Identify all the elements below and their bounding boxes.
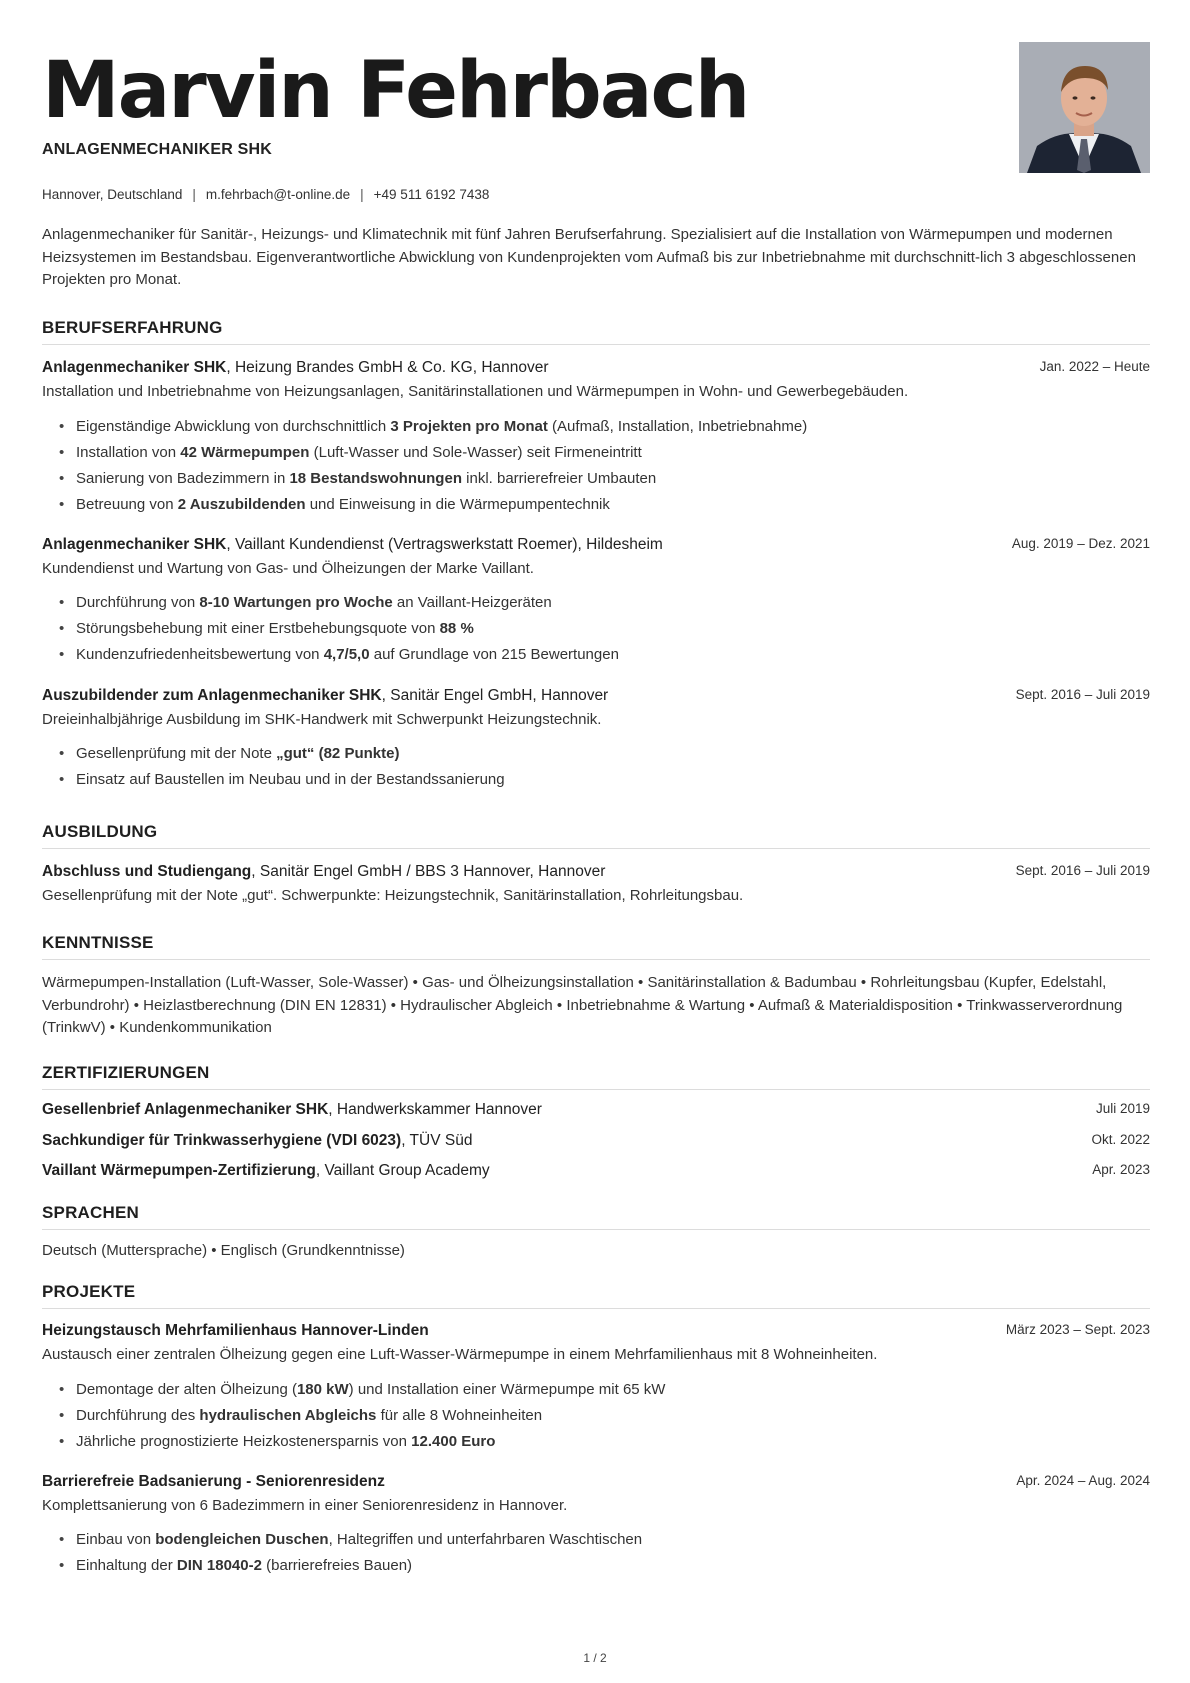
entry-heading [42, 862, 1150, 882]
entry-date: Apr. 2024 – Aug. 2024 [1016, 1473, 1150, 1488]
bullet-item: • Einsatz auf Baustellen im Neubau und in der Bestandssanierung [76, 771, 505, 788]
contact-email[interactable]: m.fehrbach@t-online.de [205, 187, 351, 202]
experience-entry [42, 686, 1150, 788]
cert-issuer: , Handwerkskammer Hannover [328, 1101, 542, 1118]
section-certifications [42, 1063, 1150, 1090]
job-title: ANLAGENMECHANIKER SHK [42, 141, 272, 158]
contact-phone[interactable]: +49 511 6192 7438 [373, 187, 490, 202]
cert-issuer: , Vaillant Group Academy [315, 1162, 490, 1179]
bullet-item: • Gesellenprüfung mit der Note „gut“ (82 Punkte) [76, 745, 399, 762]
entry-date: Jan. 2022 – Heute [1039, 359, 1150, 374]
bullet-item: • Durchführung von 8-10 Wartungen pro Woche an Vaillant-Heizgeräten [76, 594, 552, 611]
page-number: 1 / 2 [583, 1651, 607, 1665]
section-title: PROJEKTE [42, 1282, 1150, 1309]
project-title: Heizungstausch Mehrfamilienhaus Hannover-Linden [42, 1322, 429, 1339]
section-projects [42, 1282, 1150, 1309]
entry-description: Kundendienst und Wartung von Gas- und Ölheizungen der Marke Vaillant. [42, 560, 534, 577]
entry-date: Sept. 2016 – Juli 2019 [1015, 687, 1150, 702]
certification-entry [42, 1100, 1150, 1120]
bullet-item: • Demontage der alten Ölheizung (180 kW) und Installation einer Wärmepumpe mit 65 kW [76, 1381, 665, 1398]
project-entry [42, 1321, 1150, 1450]
entry-role: Auszubildender zum Anlagenmechaniker SHK [42, 687, 382, 704]
cert-date: Juli 2019 [1095, 1101, 1150, 1116]
cert-date: Okt. 2022 [1091, 1132, 1150, 1147]
entry-org: , Heizung Brandes GmbH & Co. KG, Hannover [226, 359, 549, 376]
skills-list: Wärmepumpen-Installation (Luft-Wasser, Sole-Wasser) • Gas- und Ölheizungsinstallation • Sanitärinstallation & Badumbau • Rohrleitungsbau (Kupfer, Edelstahl, Verbundrohr) • Heizlastberechnung (DIN EN 12831) • Hydraulischer Abgleich • Inbetriebnahme & Wartung • Aufmaß & Materialdisposition • Trinkwasserverordnung (TrinkwV) • Kundenkommunikation [42, 974, 1123, 1036]
experience-entry [42, 358, 1150, 513]
experience-entry [42, 535, 1150, 663]
cert-name: Vaillant Wärmepumpen-Zertifizierung [42, 1162, 316, 1179]
section-title: SPRACHEN [42, 1203, 1150, 1230]
entry-date: Sept. 2016 – Juli 2019 [1015, 863, 1150, 878]
profile-photo [1019, 42, 1150, 173]
contact-line [42, 187, 489, 202]
bullet-item: • Sanierung von Badezimmern in 18 Bestandswohnungen inkl. barrierefreier Umbauten [76, 470, 656, 487]
entry-org: , Sanitär Engel GmbH / BBS 3 Hannover, Hannover [251, 863, 606, 880]
languages-list: Deutsch (Muttersprache) • Englisch (Grundkenntnisse) [42, 1242, 405, 1259]
entry-heading [42, 535, 1150, 555]
entry-description: Austausch einer zentralen Ölheizung gegen eine Luft-Wasser-Wärmepumpe in einem Mehrfamilienhaus mit 8 Wohneinheiten. [42, 1346, 878, 1363]
entry-role: Anlagenmechaniker SHK [42, 359, 227, 376]
cert-name: Sachkundiger für Trinkwasserhygiene (VDI 6023) [42, 1132, 402, 1149]
entry-role: Anlagenmechaniker SHK [42, 536, 227, 553]
section-skills [42, 933, 1150, 960]
entry-org: , Vaillant Kundendienst (Vertragswerkstatt Roemer), Hildesheim [226, 536, 663, 553]
education-entry [42, 862, 1150, 906]
section-title: ZERTIFIZIERUNGEN [42, 1063, 1150, 1090]
entry-heading [42, 1321, 1150, 1341]
entry-heading [42, 358, 1150, 378]
entry-description: Komplettsanierung von 6 Badezimmern in einer Seniorenresidenz in Hannover. [42, 1497, 568, 1514]
bullet-item: • Installation von 42 Wärmepumpen (Luft-Wasser und Sole-Wasser) seit Firmeneintritt [76, 444, 642, 461]
bullet-item: • Störungsbehebung mit einer Erstbehebungsquote von 88 % [76, 620, 474, 637]
bullet-item: • Durchführung des hydraulischen Abgleichs für alle 8 Wohneinheiten [76, 1407, 542, 1424]
certification-entry [42, 1131, 1150, 1151]
bullet-item: • Einhaltung der DIN 18040-2 (barrierefreies Bauen) [76, 1557, 412, 1574]
contact-separator: | [360, 187, 364, 202]
entry-heading [42, 686, 1150, 706]
project-entry [42, 1472, 1150, 1574]
section-title: KENNTNISSE [42, 933, 1150, 960]
cert-issuer: , TÜV Süd [401, 1132, 473, 1149]
cert-name: Gesellenbrief Anlagenmechaniker SHK [42, 1101, 329, 1118]
bullet-item: • Jährliche prognostizierte Heizkostenersparnis von 12.400 Euro [76, 1433, 495, 1450]
bullet-item: • Eigenständige Abwicklung von durchschnittlich 3 Projekten pro Monat (Aufmaß, Installation, Inbetriebnahme) [76, 418, 807, 435]
entry-date: März 2023 – Sept. 2023 [1005, 1322, 1150, 1337]
entry-description: Installation und Inbetriebnahme von Heizungsanlagen, Sanitärinstallationen und Wärmepumpen in Wohn- und Gewerbegebäuden. [42, 383, 909, 400]
entry-org: , Sanitär Engel GmbH, Hannover [381, 687, 609, 704]
bullet-item: • Betreuung von 2 Auszubildenden und Einweisung in die Wärmepumpentechnik [76, 496, 610, 513]
entry-description: Gesellenprüfung mit der Note „gut“. Schwerpunkte: Heizungstechnik, Sanitärinstallation, Rohrleitungsbau. [42, 887, 744, 904]
section-title: BERUFSERFAHRUNG [42, 318, 1150, 345]
section-experience [42, 318, 1150, 345]
entry-heading [42, 1472, 1150, 1492]
section-title: AUSBILDUNG [42, 822, 1150, 849]
project-title: Barrierefreie Badsanierung - Seniorenresidenz [42, 1473, 385, 1490]
certification-entry [42, 1161, 1150, 1181]
entry-date: Aug. 2019 – Dez. 2021 [1011, 536, 1150, 551]
contact-separator: | [192, 187, 196, 202]
entry-role: Abschluss und Studiengang [42, 863, 252, 880]
section-education [42, 822, 1150, 849]
cert-date: Apr. 2023 [1092, 1162, 1150, 1177]
portrait-image [1019, 42, 1150, 173]
entry-description: Dreieinhalbjährige Ausbildung im SHK-Handwerk mit Schwerpunkt Heizungstechnik. [42, 711, 602, 728]
candidate-name: Marvin Fehrbach [42, 46, 749, 136]
bullet-item: • Einbau von bodengleichen Duschen, Haltegriffen und unterfahrbaren Waschtischen [76, 1531, 642, 1548]
contact-location: Hannover, Deutschland [42, 187, 183, 202]
profile-summary: Anlagenmechaniker für Sanitär-, Heizungs- und Klimatechnik mit fünf Jahren Berufserfahrung. Spezialisiert auf die Installation von Wärmepumpen und modernen Heizsystemen im Bestandsbau. Eigenverantwortliche Abwicklung von Kundenprojekten vom Aufmaß bis zur Inbetriebnahme mit durchschnitt-lich 3 abgeschlossenen Projekten pro Monat. [42, 226, 1136, 288]
section-languages [42, 1203, 1150, 1230]
bullet-item: • Kundenzufriedenheitsbewertung von 4,7/5,0 auf Grundlage von 215 Bewertungen [76, 646, 619, 663]
